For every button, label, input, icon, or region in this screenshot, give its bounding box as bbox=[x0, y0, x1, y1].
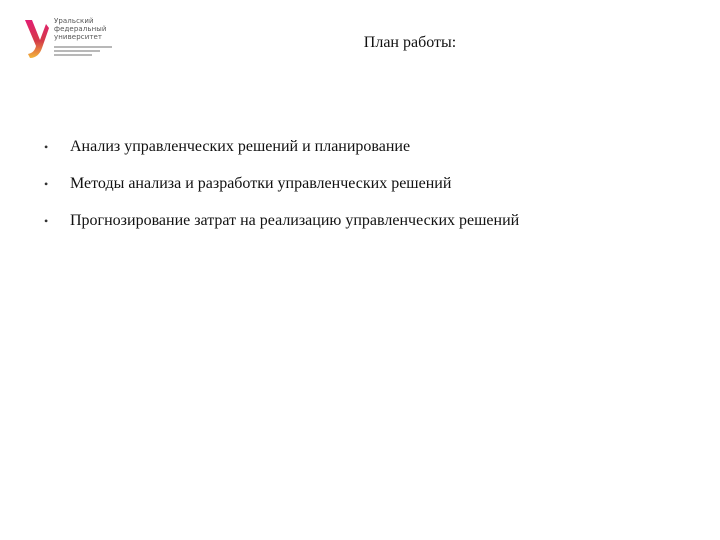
bullet-dot-icon: • bbox=[44, 177, 49, 191]
logo-subtitle-line bbox=[54, 46, 112, 48]
bullet-text: Анализ управленческих решений и планирование bbox=[70, 138, 411, 155]
urfu-logo-mark-icon bbox=[24, 18, 50, 60]
bullet-text: Прогнозирование затрат на реализацию управленческих решений bbox=[70, 212, 520, 229]
urfu-logo bbox=[24, 16, 124, 64]
bullet-item bbox=[44, 138, 684, 175]
logo-subtitle-graphic bbox=[54, 46, 114, 60]
logo-wordmark bbox=[54, 17, 124, 41]
logo-subtitle-line bbox=[54, 54, 92, 56]
bullet-list bbox=[44, 138, 684, 249]
logo-line-1: Уральский bbox=[54, 17, 94, 25]
bullet-item bbox=[44, 175, 684, 212]
logo-line-3: университет bbox=[54, 33, 103, 41]
bullet-text: Методы анализа и разработки управленческих решений bbox=[70, 175, 452, 192]
logo-line-2: федеральный bbox=[54, 25, 107, 33]
slide-title: План работы: bbox=[363, 34, 457, 51]
bullet-item bbox=[44, 212, 684, 249]
bullet-dot-icon: • bbox=[44, 140, 49, 154]
bullet-dot-icon: • bbox=[44, 214, 49, 228]
logo-subtitle-line bbox=[54, 50, 100, 52]
